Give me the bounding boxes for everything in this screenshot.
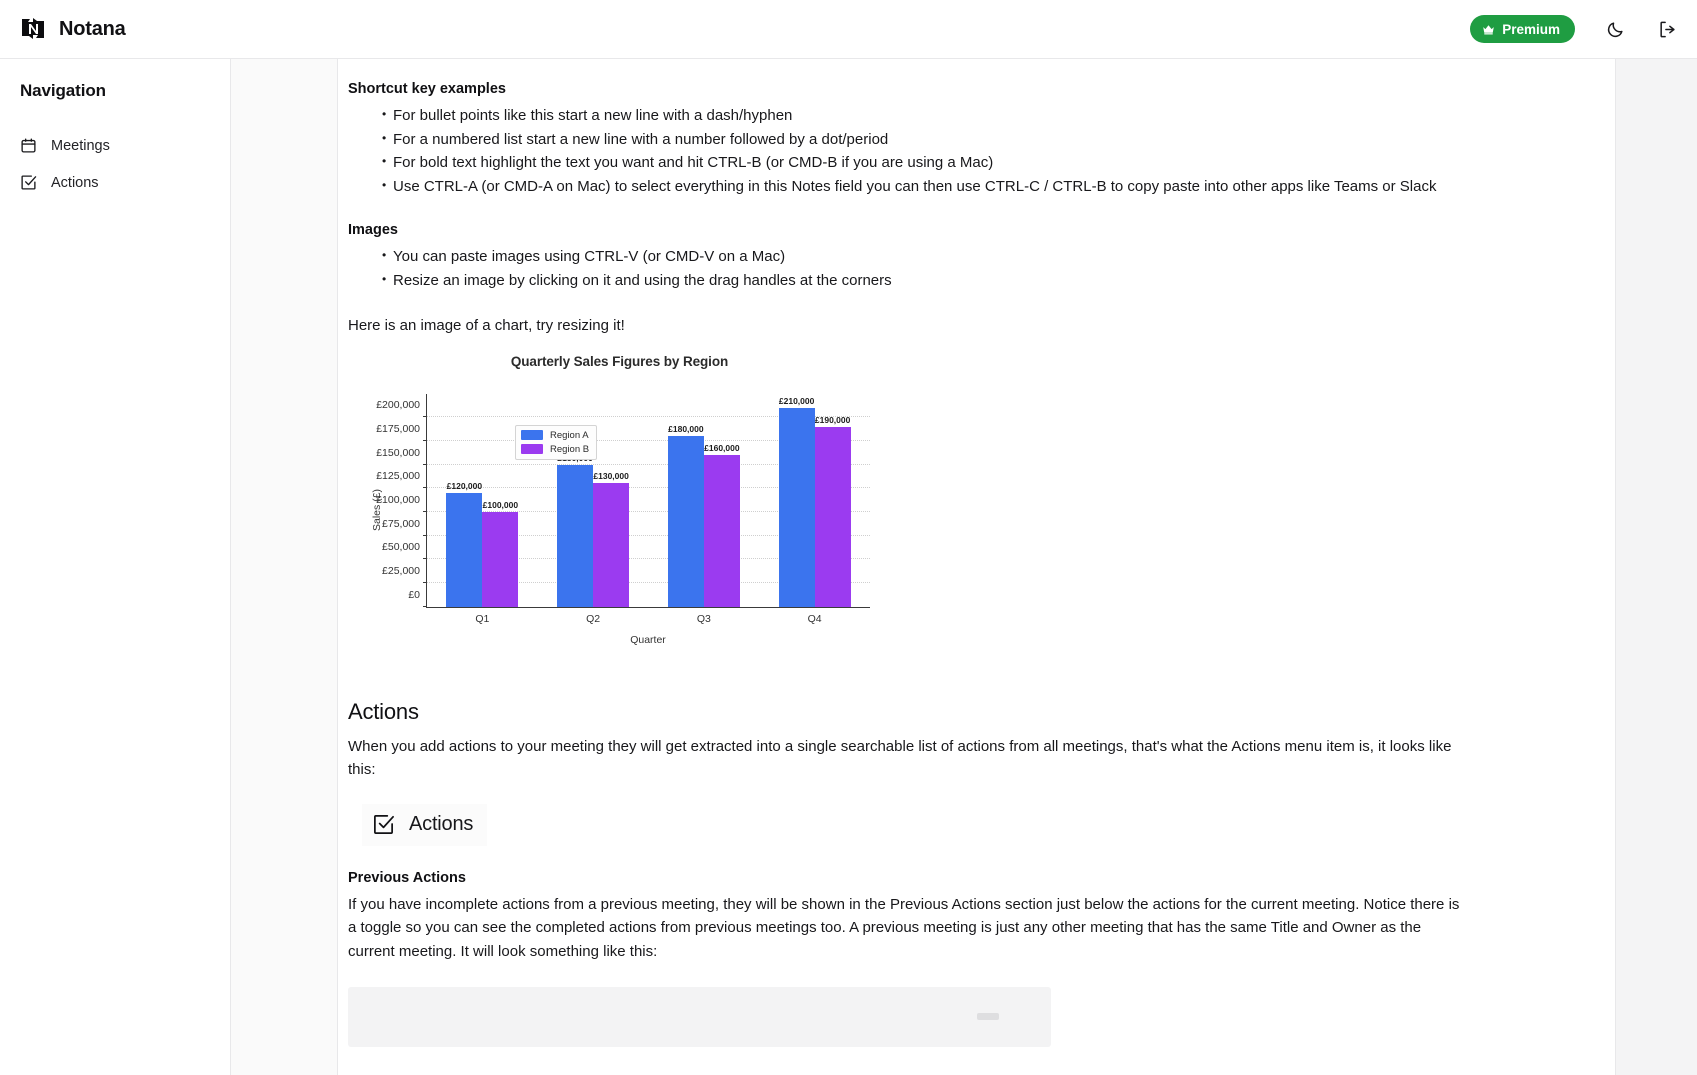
notes-content xyxy=(348,81,1466,1047)
chart-y-tick-label: £0 xyxy=(408,588,420,601)
chart-y-tick-label: £25,000 xyxy=(382,564,420,577)
spacer xyxy=(348,846,1466,870)
premium-label: Premium xyxy=(1502,21,1560,37)
dark-mode-toggle-button[interactable] xyxy=(1603,17,1627,41)
chart-bar-group xyxy=(649,394,760,625)
spacer xyxy=(348,677,1466,699)
actions-paragraph: When you add actions to your meeting they will get extracted into a single searchable list of actions from all meetings, that's what the Actions menu item is, it looks like this: xyxy=(348,737,1452,778)
top-bar-actions xyxy=(1470,15,1679,43)
list-item: • Use CTRL-A (or CMD-A on Mac) to select everything in this Notes field you can then use CTRL-C / CTRL-B to copy paste into other apps like Teams or Slack xyxy=(382,175,1466,199)
left-gutter xyxy=(231,59,338,1075)
calendar-icon xyxy=(20,137,37,154)
checkbox-check-icon xyxy=(372,813,395,836)
list-item: • You can paste images using CTRL-V (or CMD-V on a Mac) xyxy=(382,245,1466,269)
legend-swatch xyxy=(521,444,543,454)
chart-y-tick-label: £125,000 xyxy=(376,470,420,483)
chart-bar-value-label: £120,000 xyxy=(446,480,483,491)
notana-logo-icon xyxy=(20,16,46,42)
chart-image[interactable] xyxy=(348,354,891,677)
moon-icon xyxy=(1606,20,1625,39)
images-heading: Images xyxy=(348,222,398,238)
chart-bar-value-label: £100,000 xyxy=(482,499,519,510)
chart-x-tick-label: Q3 xyxy=(696,612,711,625)
legend-item xyxy=(521,430,589,441)
actions-menu-preview-image[interactable] xyxy=(362,804,487,846)
crown-icon xyxy=(1482,23,1495,36)
sidebar-item-label: Meetings xyxy=(51,137,110,154)
brand[interactable] xyxy=(20,16,126,42)
chart-bar-value-label: £190,000 xyxy=(814,414,851,425)
logout-icon xyxy=(1658,20,1677,39)
legend-swatch xyxy=(521,430,543,440)
sidebar xyxy=(0,59,231,1075)
chart-bar xyxy=(593,471,629,606)
chart-y-tick-label: £200,000 xyxy=(376,399,420,412)
chart-y-axis-label: Sales (£) xyxy=(371,488,384,532)
chart-y-tick-label: £50,000 xyxy=(382,541,420,554)
brand-name: Notana xyxy=(59,17,126,40)
actions-card-label: Actions xyxy=(409,813,474,835)
legend-item xyxy=(521,444,589,455)
top-bar xyxy=(0,0,1697,59)
actions-heading: Actions xyxy=(348,698,419,724)
list-item: • For bullet points like this start a new line with a dash/hyphen xyxy=(382,104,1466,128)
body-row xyxy=(0,59,1697,1075)
legend-label: Region B xyxy=(550,443,590,455)
chart-bar-value-label: £160,000 xyxy=(704,443,740,454)
notes-editor[interactable] xyxy=(338,59,1615,1075)
chart-x-tick-label: Q1 xyxy=(475,612,490,625)
chart-bar xyxy=(557,465,593,607)
chart-x-tick-label: Q2 xyxy=(586,612,601,625)
legend-label: Region A xyxy=(550,429,589,441)
chart-bar xyxy=(704,443,740,606)
list-item: • Resize an image by clicking on it and using the drag handles at the corners xyxy=(382,269,1466,293)
preview-toggle-chip xyxy=(977,1013,999,1020)
logout-button[interactable] xyxy=(1655,17,1679,41)
chart-x-tick-label: Q4 xyxy=(807,612,822,625)
chart-bar xyxy=(446,480,483,607)
shortcuts-heading: Shortcut key examples xyxy=(348,81,506,97)
chart-y-tick-label: £175,000 xyxy=(376,422,420,435)
chart-y-tick-label: £75,000 xyxy=(382,517,420,530)
chart-bar xyxy=(778,395,815,607)
checkbox-check-icon xyxy=(20,174,37,191)
chart-bar-value-label: £180,000 xyxy=(668,424,704,435)
chart-bars xyxy=(427,394,870,625)
chart-bar-group xyxy=(759,394,870,625)
sidebar-item-actions[interactable] xyxy=(0,164,230,201)
chart-bar-value-label: £130,000 xyxy=(593,471,629,482)
previous-actions-heading: Previous Actions xyxy=(348,869,466,886)
chart-y-tick-label: £100,000 xyxy=(376,493,420,506)
chart-bar xyxy=(482,499,519,607)
previous-actions-paragraph: If you have incomplete actions from a previous meeting, they will be shown in the Previous Actions section just below the actions for the current meeting. Notice there is a toggle so you can see the completed actions from previous meetings too. A previous meeting is just any other meeting that has the same Title and Owner as the current meeting. It will look something like this: xyxy=(348,895,1460,960)
list-item: • For bold text highlight the text you want and hit CTRL-B (or CMD-B if you are using a Mac) xyxy=(382,151,1466,175)
chart-bar xyxy=(814,414,851,607)
spacer xyxy=(348,292,1466,314)
chart-intro-text: Here is an image of a chart, try resizing it! xyxy=(348,317,625,334)
chart-bar xyxy=(668,424,704,606)
shortcuts-list xyxy=(348,104,1466,198)
sidebar-title: Navigation xyxy=(20,81,106,100)
spacer xyxy=(348,198,1466,222)
images-list xyxy=(348,245,1466,292)
list-item: • For a numbered list start a new line with a number followed by a dot/period xyxy=(382,128,1466,152)
sidebar-item-label: Actions xyxy=(51,174,99,191)
right-gutter xyxy=(1615,59,1697,1075)
chart-plot-outer xyxy=(348,369,891,652)
sidebar-item-meetings[interactable] xyxy=(0,127,230,164)
chart-bar-value-label: £210,000 xyxy=(778,395,815,406)
premium-button[interactable] xyxy=(1470,15,1575,43)
chart-legend xyxy=(515,425,597,460)
previous-actions-preview-image[interactable] xyxy=(348,987,1051,1047)
chart-title: Quarterly Sales Figures by Region xyxy=(510,353,729,369)
chart-x-axis-label: Quarter xyxy=(630,633,666,646)
chart-y-tick-label: £150,000 xyxy=(376,446,420,459)
